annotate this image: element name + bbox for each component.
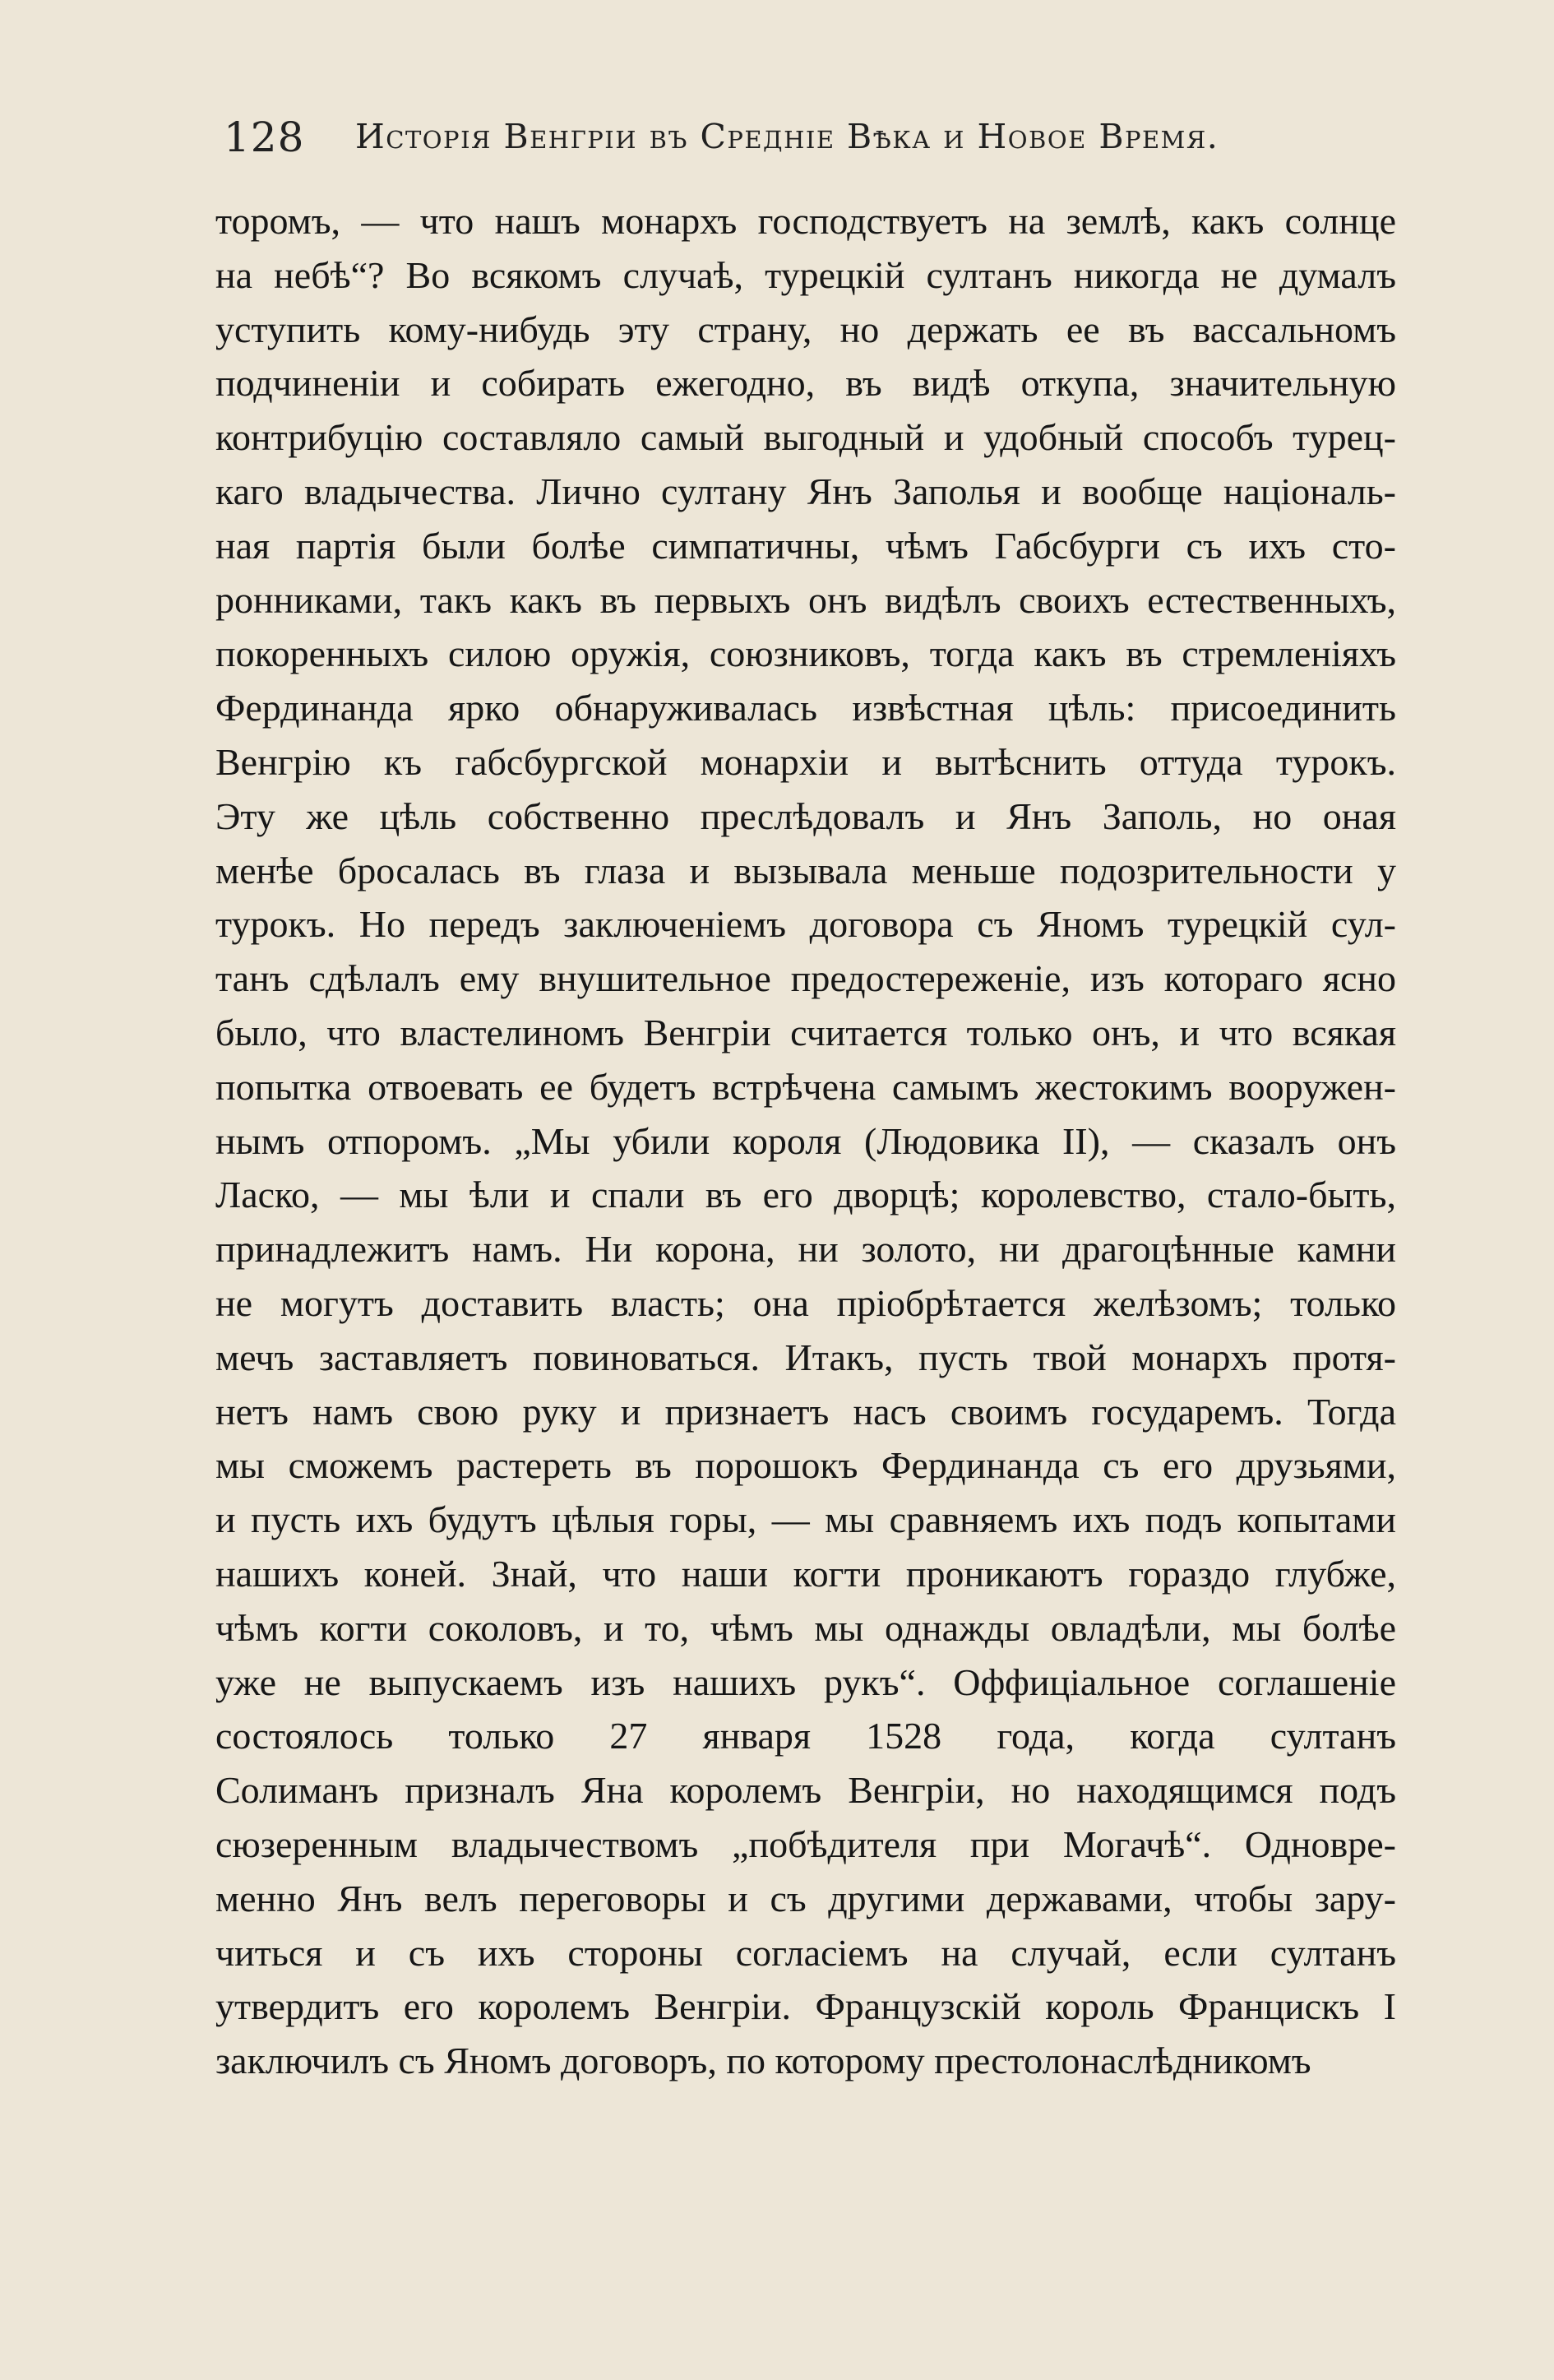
text-line: ная партія были болѣе симпатичны, чѣмъ Габсбурги съ ихъ сто- xyxy=(215,524,1396,567)
text-line: менно Янъ велъ переговоры и съ другими державами, чтобы зару- xyxy=(215,1877,1396,1919)
text-line: мы сможемъ растереть въ порошокъ Фердинанда съ его друзьями, xyxy=(215,1444,1396,1487)
page-header xyxy=(224,107,1416,173)
text-line: нымъ отпоромъ. „Мы убили короля (Людовика II), — сказалъ онъ xyxy=(215,1119,1396,1162)
text-line: менѣе бросалась въ глаза и вызывала меньше подозрительности у xyxy=(215,849,1396,891)
text-line: чѣмъ когти соколовъ, и то, чѣмъ мы однажды овладѣли, мы болѣе xyxy=(215,1606,1396,1649)
text-line: контрибуцію составляло самый выгодный и удобный способъ турец- xyxy=(215,416,1396,459)
text-line: не могутъ доставить власть; она пріобрѣтается желѣзомъ; только xyxy=(215,1281,1396,1324)
text-line: мечъ заставляетъ повиноваться. Итакъ, пусть твой монархъ протя- xyxy=(215,1336,1396,1378)
text-line: турокъ. Но передъ заключеніемъ договора съ Яномъ турецкій сул- xyxy=(215,903,1396,946)
page-number: 128 xyxy=(224,113,305,161)
text-line: утвердитъ его королемъ Венгріи. Французскій король Францискъ I xyxy=(215,1985,1396,2028)
text-line: на небѣ“? Во всякомъ случаѣ, турецкій султанъ никогда не думалъ xyxy=(215,253,1396,296)
text-line: Солиманъ призналъ Яна королемъ Венгріи, но находящимся подъ xyxy=(215,1769,1396,1812)
text-line: Фердинанда ярко обнаруживалась извѣстная цѣль: присоединить xyxy=(215,687,1396,729)
text-line: и пусть ихъ будутъ цѣлыя горы, — мы сравняемъ ихъ подъ копытами xyxy=(215,1498,1396,1541)
body-text xyxy=(215,194,1396,2088)
text-line: заключилъ съ Яномъ договоръ, по которому престолонаслѣдникомъ xyxy=(215,2040,1311,2082)
running-title: Исторія Венгріи въ Средніе Вѣка и Новое Время. xyxy=(355,117,1219,156)
text-line: нашихъ коней. Знай, что наши когти проникаютъ гораздо глубже, xyxy=(215,1552,1396,1595)
text-line: Эту же цѣль собственно преслѣдовалъ и Янъ Заполь, но оная xyxy=(215,794,1396,837)
text-line: принадлежитъ намъ. Ни корона, ни золото, ни драгоцѣнные камни xyxy=(215,1228,1396,1271)
text-line: каго владычества. Лично султану Янъ Заполья и вообще національ- xyxy=(215,470,1396,512)
text-line: покоренныхъ силою оружія, союзниковъ, тогда какъ въ стремленіяхъ xyxy=(215,632,1396,675)
text-line: сюзеренным владычествомъ „побѣдителя при Могачѣ“. Одновре- xyxy=(215,1822,1396,1865)
text-line: торомъ, — что нашъ монархъ господствуетъ на землѣ, какъ солнце xyxy=(215,200,1396,242)
text-line: Ласко, — мы ѣли и спали въ его дворцѣ; королевство, стало-быть, xyxy=(215,1174,1396,1216)
text-line: Венгрію къ габсбургской монархіи и вытѣснить оттуда турокъ. xyxy=(215,740,1396,783)
text-line: попытка отвоевать ее будетъ встрѣчена самымъ жестокимъ вооружен- xyxy=(215,1065,1396,1108)
text-line: уступить кому-нибудь эту страну, но держать ее въ вассальномъ xyxy=(215,308,1396,350)
text-line: нетъ намъ свою руку и признаетъ насъ своимъ государемъ. Тогда xyxy=(215,1390,1396,1433)
text-line: танъ сдѣлалъ ему внушительное предостереженіе, изъ котораго ясно xyxy=(215,957,1396,1000)
text-line: состоялось только 27 января 1528 года, когда султанъ xyxy=(215,1715,1396,1757)
text-line: было, что властелиномъ Венгріи считается только онъ, и что всякая xyxy=(215,1011,1396,1053)
text-line: ронниками, такъ какъ въ первыхъ онъ видѣлъ своихъ естественныхъ, xyxy=(215,578,1396,621)
text-line: подчиненіи и собирать ежегодно, въ видѣ откупа, значительную xyxy=(215,362,1396,405)
text-line: читься и съ ихъ стороны согласіемъ на случай, если султанъ xyxy=(215,1931,1396,1974)
text-line: уже не выпускаемъ изъ нашихъ рукъ“. Оффиціальное соглашеніе xyxy=(215,1660,1396,1703)
